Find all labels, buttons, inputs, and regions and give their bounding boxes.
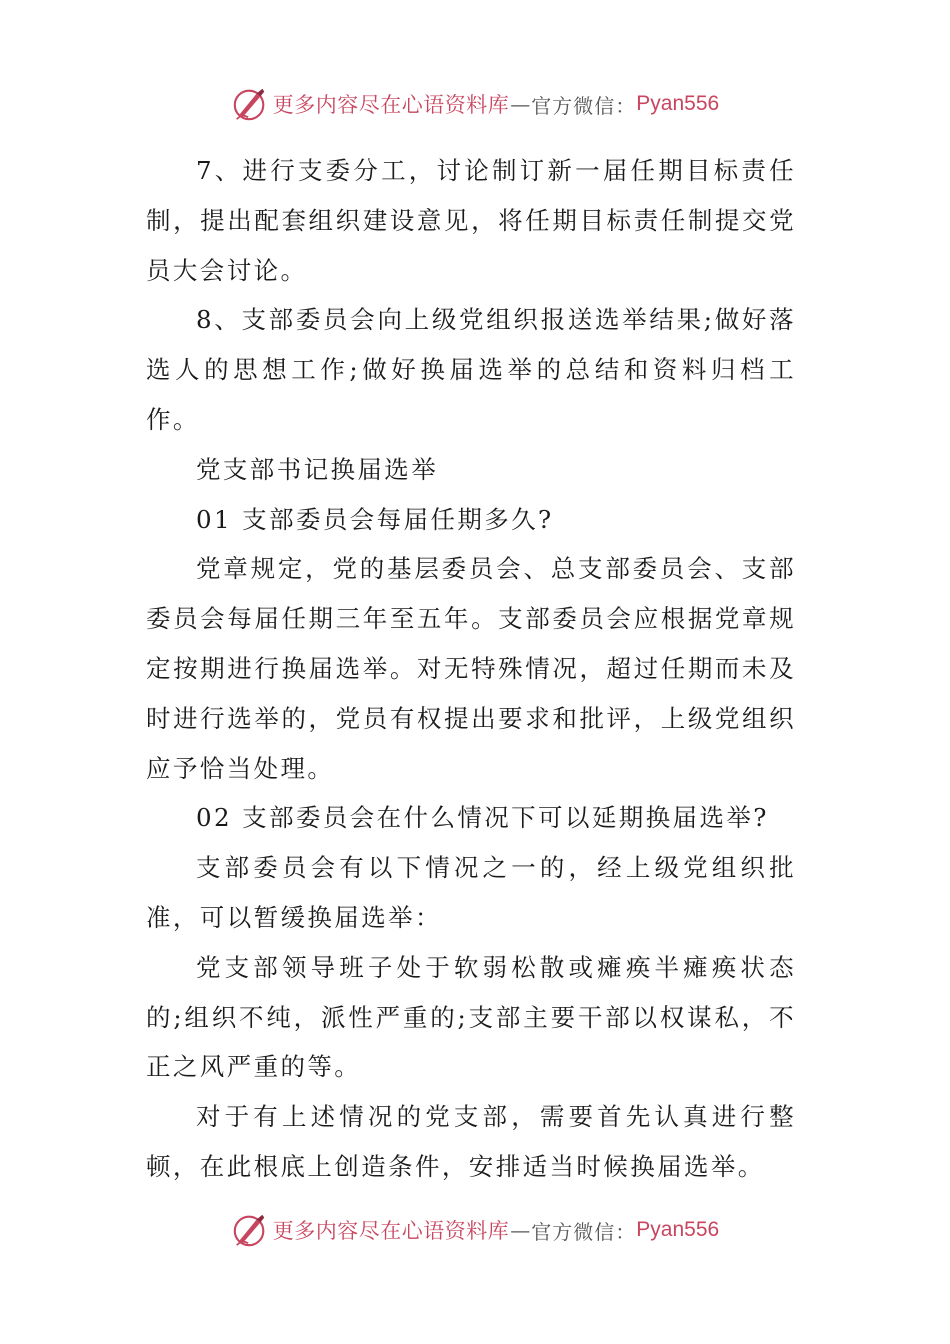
- paragraph: 8、支部委员会向上级党组织报送选举结果;做好落选人的思想工作;做好换届选举的总结和资料归档工作。: [146, 305, 796, 434]
- banner-wechat-id: Pyan556: [636, 1218, 720, 1241]
- question-heading: 01 支部委员会每届任期多久?: [196, 504, 554, 534]
- banner-wechat-id: Pyan556: [636, 92, 720, 115]
- banner-dash: —: [510, 92, 531, 116]
- header-banner: [0, 82, 950, 126]
- paragraph: 支部委员会有以下情况之一的，经上级党组织批准，可以暂缓换届选举：: [146, 853, 796, 932]
- banner-sub-text: 官方微信：: [531, 1219, 637, 1244]
- banner-dash: —: [510, 1218, 531, 1242]
- document-body: [146, 146, 796, 1192]
- paragraph: 党支部领导班子处于软弱松散或瘫痪半瘫痪状态的;组织不纯，派性严重的;支部主要干部以权谋私，不正之风严重的等。: [146, 952, 796, 1082]
- banner-sub-text: 官方微信：: [531, 93, 637, 118]
- footer-banner: [0, 1208, 950, 1252]
- question-heading: 02 支部委员会在什么情况下可以延期换届选举?: [196, 803, 769, 833]
- paragraph: 党章规定，党的基层委员会、总支部委员会、支部委员会每届任期三年至五年。支部委员会应根据党章规定按期进行换届选举。对无特殊情况，超过任期而未及时进行选举的，党员有权提出要求和批评，上级党组织应予恰当处理。: [146, 554, 796, 783]
- paragraph: 7、进行支委分工，讨论制订新一届任期目标责任制，提出配套组织建设意见，将任期目标责任制提交党员大会讨论。: [146, 156, 796, 285]
- banner-main-text: 更多内容尽在心语资料库: [272, 1219, 510, 1243]
- pen-logo-icon: [231, 1211, 269, 1249]
- pen-logo-icon: [231, 85, 269, 123]
- paragraph: 对于有上述情况的党支部，需要首先认真进行整顿，在此根底上创造条件，安排适当时候换届选举。: [146, 1102, 796, 1181]
- banner-main-text: 更多内容尽在心语资料库: [272, 93, 510, 117]
- section-heading: 党支部书记换届选举: [196, 454, 439, 484]
